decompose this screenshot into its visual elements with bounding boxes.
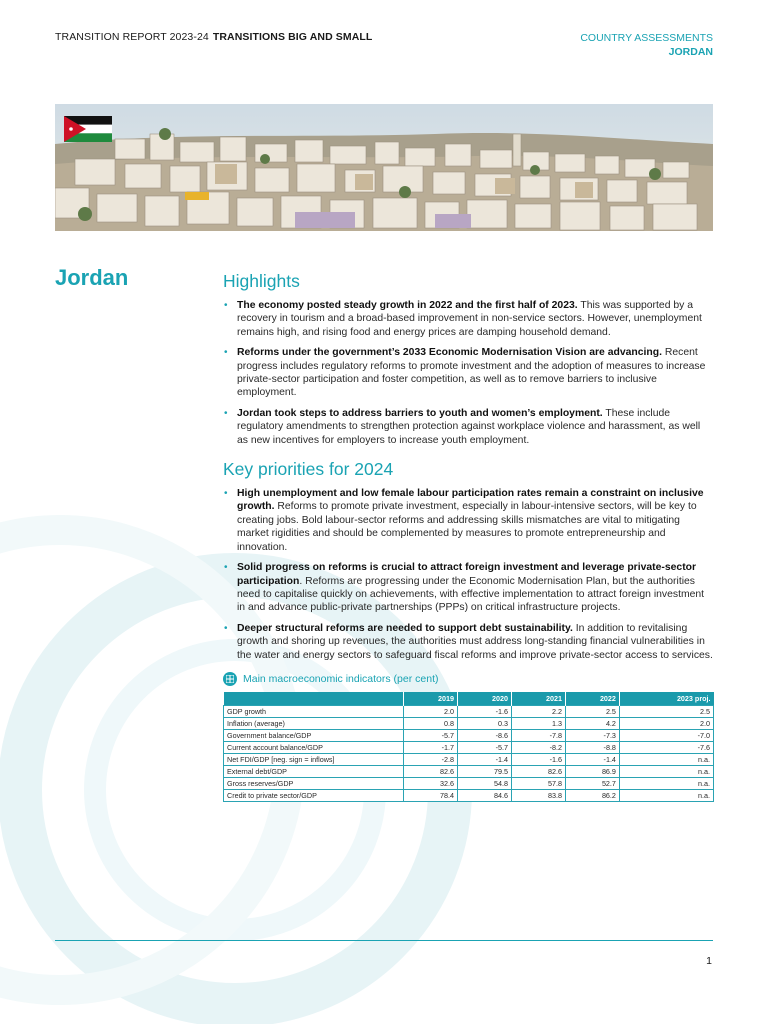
jordan-flag-icon	[64, 116, 112, 142]
table-cell: n.a.	[619, 765, 713, 777]
row-label-cell: Inflation (average)	[224, 717, 404, 729]
table-caption-text: Main macroeconomic indicators (per cent)	[243, 672, 439, 685]
table-cell: -8.8	[565, 741, 619, 753]
country-title: Jordan	[55, 265, 129, 290]
priority-lead: Solid progress on reforms is crucial to attract foreign investment and leverage private-sector participation	[237, 562, 697, 587]
table-cell: 82.6	[404, 765, 458, 777]
row-label-cell: Net FDI/GDP [neg. sign = inflows]	[224, 753, 404, 765]
table-icon	[223, 672, 237, 686]
table-header-cell: 2020	[457, 692, 511, 706]
table-cell: n.a.	[619, 789, 713, 801]
table-cell: 2.2	[511, 705, 565, 717]
highlight-item	[223, 346, 714, 400]
highlight-text: These include regulatory amendments to strengthen protection against workplace violence and harassment, as well as new incentives for employers to increase youth employment.	[237, 407, 701, 446]
report-name: TRANSITION REPORT 2023-24	[55, 31, 209, 43]
table-cell: 2.5	[619, 705, 713, 717]
highlight-lead: Reforms under the government’s 2033 Economic Modernisation Vision are advancing.	[237, 347, 662, 359]
section-label	[580, 31, 713, 59]
table-cell: 78.4	[404, 789, 458, 801]
section-name: COUNTRY ASSESSMENTS	[580, 32, 713, 44]
bullet-icon: •	[224, 347, 228, 359]
table-cell: n.a.	[619, 777, 713, 789]
table-body	[224, 705, 714, 801]
table-row	[224, 789, 714, 801]
table-header-cell	[224, 692, 404, 706]
table-cell: 2.5	[565, 705, 619, 717]
table-cell: 86.2	[565, 789, 619, 801]
table-cell: 0.3	[457, 717, 511, 729]
table-cell: 0.8	[404, 717, 458, 729]
table-row	[224, 753, 714, 765]
table-row	[224, 705, 714, 717]
table-cell: 4.2	[565, 717, 619, 729]
main-content	[223, 271, 714, 802]
table-cell: -8.2	[511, 741, 565, 753]
table-cell: -8.6	[457, 729, 511, 741]
table-cell: 86.9	[565, 765, 619, 777]
priorities-title: Key priorities for 2024	[223, 459, 394, 480]
priority-item	[223, 622, 714, 662]
table-cell: -1.6	[511, 753, 565, 765]
table-cell: -5.7	[404, 729, 458, 741]
row-label-cell: External debt/GDP	[224, 765, 404, 777]
table-cell: 2.0	[404, 705, 458, 717]
city-photo	[55, 104, 713, 231]
table-cell: -1.6	[457, 705, 511, 717]
table-cell: -2.8	[404, 753, 458, 765]
priorities-list	[223, 487, 714, 662]
highlight-text: Recent progress includes regulatory reforms to promote investment and the adoption of measures to increase private-sector participation and foster competition, as well as to remove barriers to inclusive employment.	[237, 347, 706, 399]
table-row	[224, 765, 714, 777]
report-theme: TRANSITIONS BIG AND SMALL	[212, 31, 373, 43]
priority-item	[223, 561, 714, 615]
table-row	[224, 777, 714, 789]
row-label-cell: Government balance/GDP	[224, 729, 404, 741]
table-cell: 79.5	[457, 765, 511, 777]
table-cell: -7.6	[619, 741, 713, 753]
macro-indicators-table	[223, 692, 714, 802]
highlight-lead: Jordan took steps to address barriers to youth and women’s employment.	[237, 407, 603, 419]
table-header-row	[224, 692, 714, 706]
priority-item	[223, 487, 714, 554]
bullet-icon: •	[224, 488, 228, 500]
row-label-cell: Current account balance/GDP	[224, 741, 404, 753]
table-cell: -1.4	[457, 753, 511, 765]
highlight-lead: The economy posted steady growth in 2022 and the first half of 2023.	[237, 300, 578, 311]
bullet-icon: •	[224, 300, 228, 311]
table-cell: -7.3	[565, 729, 619, 741]
table-cell: 84.6	[457, 789, 511, 801]
highlight-text: This was supported by a recovery in tourism and a broad-based improvement in non-service sectors. However, unemployment remains high, and rising food and energy prices are damping household demand.	[237, 300, 702, 338]
table-cell: 2.0	[619, 717, 713, 729]
table-cell: 32.6	[404, 777, 458, 789]
table-cell: -5.7	[457, 741, 511, 753]
priority-text: . Reforms are progressing under the Economic Modernisation Plan, but the authorities need to capitalise quickly on achievements, with effective implementation to attract foreign investment in and advance public-private partnerships (PPPs) on critical infrastructure projects.	[237, 575, 705, 614]
table-row	[224, 729, 714, 741]
table-caption	[223, 672, 714, 686]
highlight-item	[223, 407, 714, 447]
page-number: 1	[706, 955, 712, 967]
table-cell: 52.7	[565, 777, 619, 789]
table-row	[224, 717, 714, 729]
table-header-cell: 2022	[565, 692, 619, 706]
bullet-icon: •	[224, 562, 228, 574]
table-cell: -1.7	[404, 741, 458, 753]
priority-text: In addition to revitalising growth and shoring up revenues, the authorities must address long-standing financial vulnerabilities in the water and energy sectors to safeguard fiscal reforms and improve private-sector access to services.	[237, 622, 713, 661]
table-header-cell: 2023 proj.	[619, 692, 713, 706]
city-banner-image	[55, 104, 713, 231]
priority-lead: Deeper structural reforms are needed to support debt sustainability.	[237, 622, 573, 634]
row-label-cell: Credit to private sector/GDP	[224, 789, 404, 801]
table-header-cell: 2021	[511, 692, 565, 706]
table-header-cell: 2019	[404, 692, 458, 706]
priority-lead: High unemployment and low female labour participation rates remain a constraint on inclusive growth.	[237, 488, 704, 513]
table-cell: -7.0	[619, 729, 713, 741]
row-label-cell: GDP growth	[224, 705, 404, 717]
priority-text: Reforms to promote private investment, especially in labour-intensive sectors, will be key to creating jobs. Bold labour-sector reforms and addressing skills mismatches are vital to mitigating market rigidities and should be complemented by measures to promote entrepreneurship and innovation.	[237, 501, 697, 553]
table-cell: -7.8	[511, 729, 565, 741]
highlight-item	[223, 299, 714, 339]
table-cell: 82.6	[511, 765, 565, 777]
footer-divider	[55, 940, 713, 941]
section-country: JORDAN	[668, 46, 713, 58]
table-cell: 83.8	[511, 789, 565, 801]
table-row	[224, 741, 714, 753]
table-cell: 1.3	[511, 717, 565, 729]
page-header	[55, 31, 713, 61]
table-cell: n.a.	[619, 753, 713, 765]
table-cell: -1.4	[565, 753, 619, 765]
bullet-icon: •	[224, 622, 228, 634]
table-cell: 54.8	[457, 777, 511, 789]
bullet-icon: •	[224, 407, 228, 419]
table-cell: 57.8	[511, 777, 565, 789]
report-title	[55, 31, 372, 43]
highlights-list	[223, 299, 714, 447]
highlights-title: Highlights	[223, 271, 300, 291]
row-label-cell: Gross reserves/GDP	[224, 777, 404, 789]
